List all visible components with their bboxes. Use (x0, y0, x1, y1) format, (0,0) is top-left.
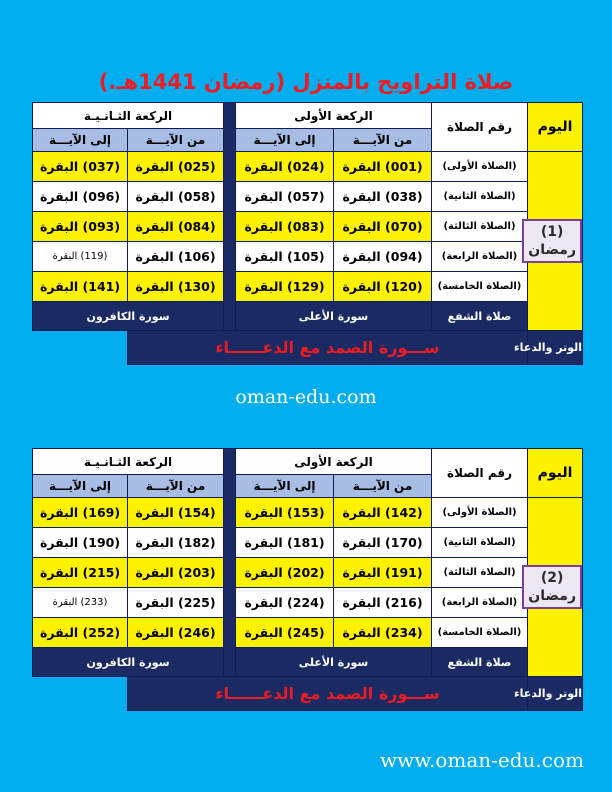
shafa-second-surah: سورة الكافرون (33, 648, 224, 677)
r2-from-cell: (058) البقرة (128, 182, 224, 212)
r1-to-cell: (153) البقرة (236, 498, 334, 528)
day-month: رمضان (528, 588, 577, 604)
schedule-table-day-2 (32, 448, 583, 711)
second-rakah-header: الركعة الثـانـيـة (33, 103, 224, 129)
r1-from-cell: (234) البقرة (334, 618, 432, 648)
prayer-name: (الصلاة الخامسة) (432, 618, 528, 648)
to-ayah-header: إلى الآيـــة (33, 475, 128, 498)
shafa-second-surah: سورة الكافرون (33, 302, 224, 331)
r1-from-cell: (094) البقرة (334, 242, 432, 272)
prayer-number-header: رقم الصلاة (432, 449, 528, 498)
column-separator (224, 103, 236, 331)
r1-to-cell: (129) البقرة (236, 272, 334, 302)
day-number: (2) (540, 570, 564, 586)
prayer-name: (الصلاة الأولى) (432, 152, 528, 182)
r1-to-cell: (181) البقرة (236, 528, 334, 558)
prayer-number-header: رقم الصلاة (432, 103, 528, 152)
website-watermark: oman-edu.com (235, 386, 377, 408)
to-ayah-header: إلى الآيـــة (236, 129, 334, 152)
r1-to-cell: (083) البقرة (236, 212, 334, 242)
r1-from-cell: (120) البقرة (334, 272, 432, 302)
schedule-table-day-1 (32, 102, 583, 365)
from-ayah-header: من الآيـــة (128, 129, 224, 152)
day-header: اليوم (528, 103, 583, 152)
r1-from-cell: (038) البقرة (334, 182, 432, 212)
first-rakah-header: الركعة الأولى (236, 449, 432, 475)
r2-from-cell: (154) البقرة (128, 498, 224, 528)
prayer-name: (الصلاة الثانية) (432, 528, 528, 558)
to-ayah-header: إلى الآيـــة (33, 129, 128, 152)
r2-from-cell: (025) البقرة (128, 152, 224, 182)
second-rakah-header: الركعة الثـانـيـة (33, 449, 224, 475)
r2-to-cell: (141) البقرة (33, 272, 128, 302)
r1-from-cell: (070) البقرة (334, 212, 432, 242)
r1-from-cell: (191) البقرة (334, 558, 432, 588)
from-ayah-header: من الآيـــة (334, 129, 432, 152)
prayer-name: (الصلاة الثالثة) (432, 558, 528, 588)
r1-from-cell: (170) البقرة (334, 528, 432, 558)
day-number: (1) (540, 224, 564, 240)
prayer-name: (الصلاة الرابعة) (432, 242, 528, 272)
shafa-first-surah: سورة الأعلى (236, 648, 432, 677)
prayer-name: (الصلاة الأولى) (432, 498, 528, 528)
r2-to-cell: (037) البقرة (33, 152, 128, 182)
r1-to-cell: (024) البقرة (236, 152, 334, 182)
prayer-name: (الصلاة الرابعة) (432, 588, 528, 618)
r1-to-cell: (245) البقرة (236, 618, 334, 648)
first-rakah-header: الركعة الأولى (236, 103, 432, 129)
r2-to-cell: (096) البقرة (33, 182, 128, 212)
r2-from-cell: (182) البقرة (128, 528, 224, 558)
day-header: اليوم (528, 449, 583, 498)
r1-to-cell: (105) البقرة (236, 242, 334, 272)
r2-from-cell: (084) البقرة (128, 212, 224, 242)
r2-to-cell: (169) البقرة (33, 498, 128, 528)
r2-to-cell: (190) البقرة (33, 528, 128, 558)
prayer-name: (الصلاة الثانية) (432, 182, 528, 212)
r1-to-cell: (202) البقرة (236, 558, 334, 588)
witr-label: الوتر والدعاء (528, 677, 583, 711)
from-ayah-header: من الآيـــة (334, 475, 432, 498)
website-footer-link[interactable]: www.oman-edu.com (380, 748, 584, 772)
r2-from-cell: (225) البقرة (128, 588, 224, 618)
witr-text: ســـورة الصمد مع الدعــــــاء (128, 677, 528, 711)
r2-from-cell: (106) البقرة (128, 242, 224, 272)
column-separator (224, 449, 236, 677)
witr-label: الوتر والدعاء (528, 331, 583, 365)
day-month: رمضان (528, 242, 577, 258)
page-title: صلاة التراويح بالمنزل (رمضان 1441هـ.) (98, 70, 514, 94)
shafa-label: صلاة الشفع (432, 648, 528, 677)
r2-from-cell: (246) البقرة (128, 618, 224, 648)
day-cell (528, 498, 583, 677)
r1-to-cell: (057) البقرة (236, 182, 334, 212)
day-cell (528, 152, 583, 331)
r1-from-cell: (142) البقرة (334, 498, 432, 528)
r2-to-cell: (093) البقرة (33, 212, 128, 242)
r2-to-cell: (215) البقرة (33, 558, 128, 588)
prayer-name: (الصلاة الثالثة) (432, 212, 528, 242)
r1-to-cell: (224) البقرة (236, 588, 334, 618)
r1-from-cell: (001) البقرة (334, 152, 432, 182)
r1-from-cell: (216) البقرة (334, 588, 432, 618)
r2-to-cell: (252) البقرة (33, 618, 128, 648)
r2-to-cell: (119) البقرة (33, 242, 128, 272)
to-ayah-header: إلى الآيـــة (236, 475, 334, 498)
shafa-label: صلاة الشفع (432, 302, 528, 331)
day-label-box (522, 565, 582, 609)
r2-to-cell: (233) البقرة (33, 588, 128, 618)
r2-from-cell: (203) البقرة (128, 558, 224, 588)
prayer-name: (الصلاة الخامسة) (432, 272, 528, 302)
witr-text: ســـورة الصمد مع الدعــــــاء (128, 331, 528, 365)
from-ayah-header: من الآيـــة (128, 475, 224, 498)
r2-from-cell: (130) البقرة (128, 272, 224, 302)
shafa-first-surah: سورة الأعلى (236, 302, 432, 331)
day-label-box (522, 219, 582, 263)
